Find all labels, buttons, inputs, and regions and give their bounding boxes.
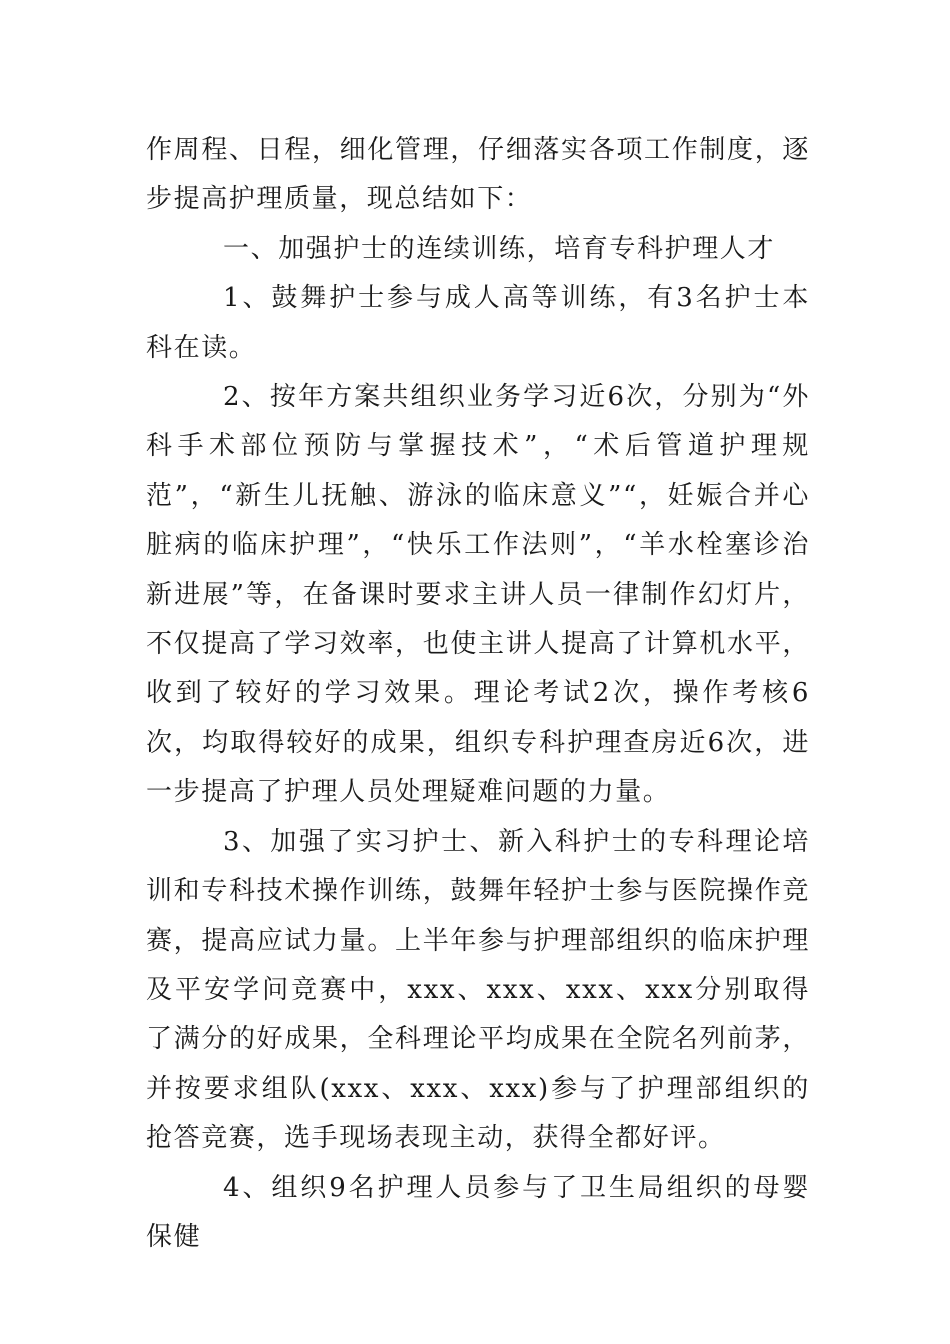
- document-body: [146, 126, 810, 1262]
- paragraph-item-4: 4、组织9名护理人员参与了卫生局组织的母婴保健: [146, 1172, 810, 1252]
- paragraph-continuation: 作周程、日程，细化管理，仔细落实各项工作制度，逐步提高护理质量，现总结如下：: [146, 135, 810, 215]
- paragraph-item-1: 1、鼓舞护士参与成人高等训练，有3名护士本科在读。: [146, 283, 810, 363]
- paragraph-item-3: 3、加强了实习护士、新入科护士的专科理论培训和专科技术操作训练，鼓舞年轻护士参与医院操作竞赛，提高应试力量。上半年参与护理部组织的临床护理及平安学问竞赛中，xxx、xxx、xxx、xxx分别取得了满分的好成果，全科理论平均成果在全院名列前茅，并按要求组队(xxx、xxx、xxx)参与了护理部组织的抢答竞赛，选手现场表现主动，获得全都好评。: [146, 826, 810, 1154]
- section-heading: 一、加强护士的连续训练，培育专科护理人才: [223, 233, 776, 264]
- paragraph-item-2: 2、按年方案共组织业务学习近6次，分别为“外科手术部位预防与掌握技术”，“术后管道护理规范”，“新生儿抚触、游泳的临床意义”“，妊娠合并心脏病的临床护理”，“快乐工作法则”，“羊水栓塞诊治新进展”等，在备课时要求主讲人员一律制作幻灯片，不仅提高了学习效率，也使主讲人提高了计算机水平，收到了较好的学习效果。理论考试2次，操作考核6次，均取得较好的成果，组织专科护理查房近6次，进一步提高了护理人员处理疑难问题的力量。: [146, 382, 810, 808]
